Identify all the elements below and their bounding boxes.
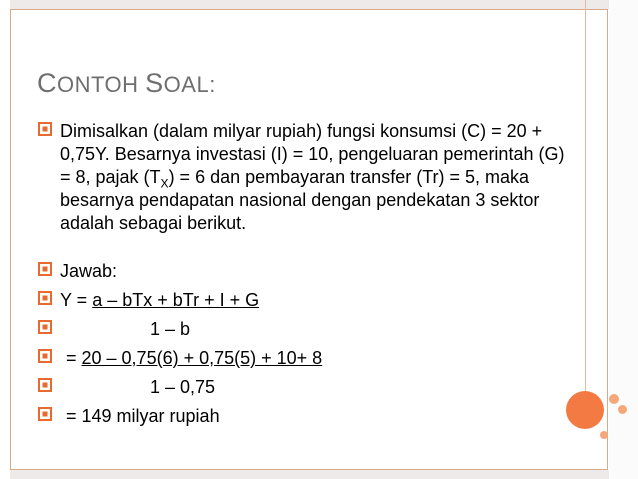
slide-content [38,120,568,434]
list-item [38,260,568,289]
calc-numerator: 20 – 0,75(6) + 0,75(5) + 10+ 8 [81,348,323,368]
bullet-icon [38,291,52,305]
list-item [38,318,568,347]
bullet-icon [38,378,52,392]
slide-title: CONTOH SOAL: [37,68,216,98]
list-item [38,289,568,318]
decorative-circle-small [609,394,619,404]
list-item [38,376,568,405]
result-text: = 149 milyar rupiah [66,406,220,426]
calc-prefix: = [66,348,82,368]
answer-label: Jawab: [60,261,118,281]
bullet-icon [38,262,52,276]
top-bar [10,0,609,9]
formula-numerator: a – bTx + bTr + I + G [92,290,260,310]
list-item [38,120,568,260]
formula-denominator: 1 – b [150,319,191,339]
bullet-icon [38,122,52,136]
bullet-icon [38,349,52,363]
problem-text: Dimisalkan (dalam milyar rupiah) fungsi konsumsi (C) = 20 + 0,75Y. Besarnya investasi (I) = 10, pengeluaran pemerintah (G) = 8, pajak $(T_X) = 6$ dan pembayaran transfer (Tr) = 5, maka besarnya pendapatan nasional dengan pendekatan 3 sektor adalah sebagai berikut. [60,121,565,233]
decorative-circle-small [618,405,627,414]
formula-prefix: Y = [60,290,93,310]
bullet-icon [38,320,52,334]
bottom-bar [10,470,609,479]
decorative-circle-small [600,431,608,439]
calc-denominator: 1 – 0,75 [150,377,216,397]
decorative-circle-large [566,391,604,429]
list-item [38,347,568,376]
list-item [38,405,568,434]
bullet-icon [38,407,52,421]
decorative-line [585,0,586,395]
